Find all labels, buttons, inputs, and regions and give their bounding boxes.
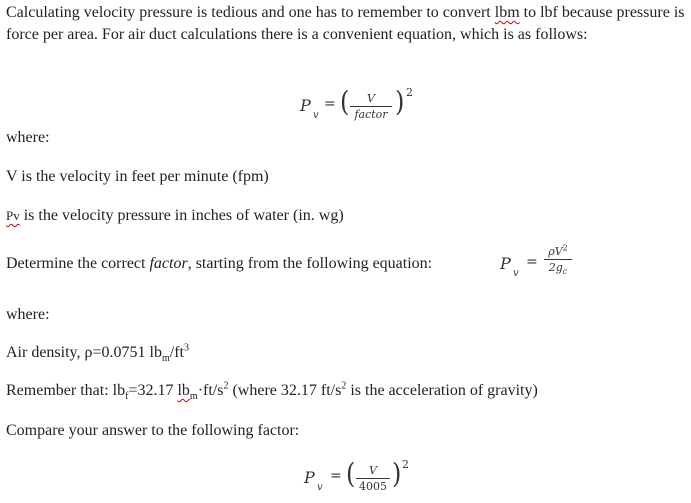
eq2-p: P — [500, 254, 511, 273]
eq1-equals: = — [324, 96, 336, 112]
eq2-denominator — [544, 261, 572, 277]
definition-velocity: V is the velocity in feet per minute (fpm) — [6, 168, 269, 185]
eq2-equals: = — [526, 254, 538, 270]
air-density-sub: m — [161, 353, 170, 365]
eq1-sub: v — [313, 110, 319, 121]
remember-text-c: ·ft/s — [197, 382, 224, 399]
eq1-fraction-bar — [350, 106, 392, 107]
eq2-numerator-exp: 2 — [562, 243, 568, 253]
eq1-denominator: factor — [354, 108, 388, 121]
eq2-denominator-text: 2g — [548, 261, 563, 274]
intro-text-b: to lbf because — [519, 4, 613, 21]
equation-velocity-pressure-density — [500, 244, 580, 284]
intro-paragraph — [6, 2, 686, 46]
eq1-close-paren: ) — [395, 85, 405, 119]
remember-sup-2: 2 — [341, 380, 347, 392]
eq2-fraction-bar — [544, 259, 572, 260]
determine-text-a: Determine the correct — [6, 255, 150, 272]
eq2-denominator-sub: c — [562, 267, 568, 277]
remember-text-b: =32.17 — [128, 382, 178, 399]
remember-text-e: is the acceleration of gravity) — [346, 382, 538, 399]
remember-lbm — [177, 382, 198, 403]
eq3-sub: v — [317, 482, 323, 493]
factor-italic: factor — [149, 255, 188, 272]
eq1-open-paren: ( — [340, 85, 350, 119]
eq3-equals: = — [330, 468, 342, 484]
intro-text-a: Calculating velocity pressure is tedious and one has to remember to convert — [6, 4, 495, 21]
eq3-fraction — [356, 464, 390, 493]
determine-text-b: , starting from the following equation: — [187, 255, 433, 272]
remember-lbm-sub: m — [189, 391, 198, 403]
where-label-2: where: — [6, 306, 50, 323]
remember-text-d: (where 32.17 ft/s — [228, 382, 342, 399]
eq1-fraction — [350, 92, 392, 121]
eq3-denominator: 4005 — [359, 480, 387, 493]
eq3-open-paren: ( — [346, 457, 356, 491]
pv-definition-text: is the velocity pressure in inches of water (in. wg) — [19, 207, 344, 224]
eq1-exponent: 2 — [406, 86, 413, 99]
lbm-term: lbm — [494, 4, 520, 21]
eq2-sub: v — [513, 268, 519, 279]
air-density-text-a: Air density, ρ=0.0751 lb — [6, 344, 162, 361]
eq2-numerator-text: ρV — [548, 245, 563, 258]
remember-line — [6, 380, 538, 402]
remember-text-a: Remember that: lb — [6, 382, 126, 399]
eq3-fraction-bar — [356, 478, 390, 479]
compare-line: Compare your answer to the following factor: — [6, 422, 300, 439]
eq2-fraction — [544, 243, 572, 277]
equation-velocity-pressure-factor — [300, 86, 420, 130]
where-label-1: where: — [6, 129, 50, 146]
remember-lbm-text: lb — [177, 382, 190, 399]
determine-paragraph — [6, 253, 432, 275]
air-density-text-b: /ft — [169, 344, 184, 361]
equation-velocity-pressure-4005 — [304, 458, 414, 502]
eq1-p: P — [300, 96, 311, 115]
remember-sub-f: f — [125, 391, 129, 403]
air-density-line — [6, 342, 189, 364]
eq3-numerator: V — [369, 464, 377, 477]
pv-symbol: Pv — [6, 208, 20, 223]
intro-text-rest: pressure is force per area. For air duct calculations there is a convenient equation, which is as follows: — [6, 4, 685, 43]
eq2-numerator — [544, 245, 572, 258]
eq3-close-paren: ) — [392, 457, 402, 491]
eq3-exponent: 2 — [402, 458, 409, 471]
air-density-sup: 3 — [183, 342, 189, 354]
remember-sup-1: 2 — [223, 380, 229, 392]
definition-velocity-pressure — [6, 205, 344, 227]
eq3-p: P — [304, 468, 315, 487]
eq1-numerator: V — [367, 92, 375, 105]
